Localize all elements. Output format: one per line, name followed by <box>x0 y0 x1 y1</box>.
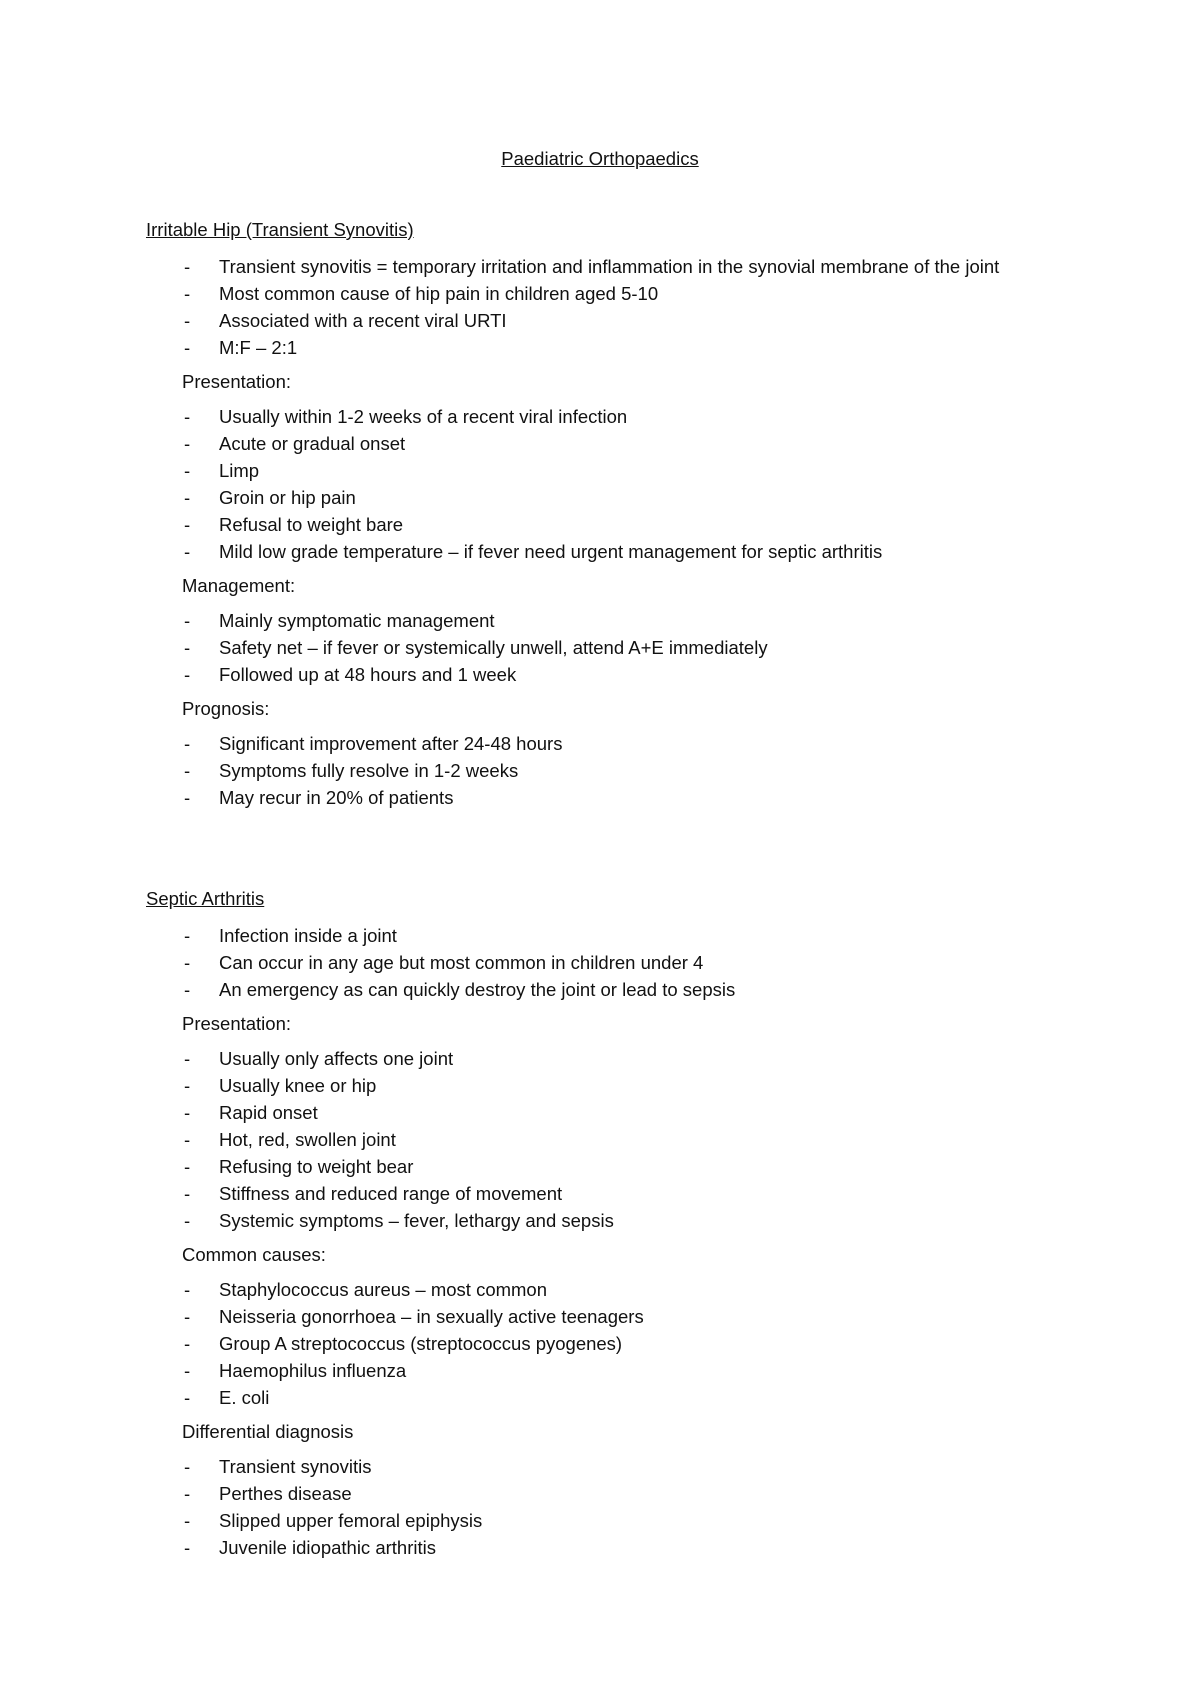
list-item: - Associated with a recent viral URTI <box>184 310 507 331</box>
list-item-text: Can occur in any age but most common in children under 4 <box>219 952 704 973</box>
list-item-text: Stiffness and reduced range of movement <box>219 1183 563 1204</box>
list-item-text: Infection inside a joint <box>219 925 397 946</box>
bullet-list <box>146 730 1066 811</box>
list-item: - Limp <box>184 460 260 481</box>
list-item: - Neisseria gonorrhoea – in sexually active teenagers <box>184 1306 644 1327</box>
section-septic-arthritis <box>146 887 1066 1561</box>
list-item: - Significant improvement after 24-48 hours <box>184 733 563 754</box>
section-heading: Septic Arthritis <box>146 888 265 909</box>
list-item-text: Refusing to weight bear <box>219 1156 414 1177</box>
list-item-text: Slipped upper femoral epiphysis <box>219 1510 483 1531</box>
list-item-text: An emergency as can quickly destroy the joint or lead to sepsis <box>219 979 736 1000</box>
list-item-text: Acute or gradual onset <box>219 433 406 454</box>
list-item-text: Transient synovitis = temporary irritation and inflammation in the synovial membrane of the joint <box>219 256 1000 277</box>
list-item-text: Groin or hip pain <box>219 487 356 508</box>
list-item-text: E. coli <box>219 1387 270 1408</box>
list-item-text: Staphylococcus aureus – most common <box>219 1279 548 1300</box>
bullet-list <box>146 607 1066 688</box>
list-item: - Refusal to weight bare <box>184 514 404 535</box>
list-item: - Refusing to weight bear <box>184 1156 414 1177</box>
list-item: - Juvenile idiopathic arthritis <box>184 1537 436 1558</box>
list-item: - Symptoms fully resolve in 1-2 weeks <box>184 760 519 781</box>
list-item-text: Systemic symptoms – fever, lethargy and sepsis <box>219 1210 614 1231</box>
bullet-list <box>146 253 1066 361</box>
list-item: - Perthes disease <box>184 1483 352 1504</box>
list-item-text: Mainly symptomatic management <box>219 610 495 631</box>
list-item: - Hot, red, swollen joint <box>184 1129 396 1150</box>
list-item: - Usually knee or hip <box>184 1075 377 1096</box>
subheading-presentation: Presentation: <box>182 371 292 392</box>
bullet-list <box>146 922 1066 1003</box>
list-item-text: Significant improvement after 24-48 hours <box>219 733 563 754</box>
list-item-text: Juvenile idiopathic arthritis <box>219 1537 436 1558</box>
list-item: - Usually within 1-2 weeks of a recent viral infection <box>184 406 628 427</box>
list-item-text: Safety net – if fever or systemically unwell, attend A+E immediately <box>219 637 768 658</box>
list-item: - Acute or gradual onset <box>184 433 406 454</box>
list-item: - Mild low grade temperature – if fever need urgent management for septic arthritis <box>184 541 883 562</box>
list-item: - Group A streptococcus (streptococcus pyogenes) <box>184 1333 623 1354</box>
list-item: - Stiffness and reduced range of movement <box>184 1183 563 1204</box>
subheading-differential-diagnosis: Differential diagnosis <box>182 1421 354 1442</box>
list-item: - An emergency as can quickly destroy the joint or lead to sepsis <box>184 979 736 1000</box>
page-title: Paediatric Orthopaedics <box>501 148 699 169</box>
list-item-text: Refusal to weight bare <box>219 514 404 535</box>
list-item-text: Usually knee or hip <box>219 1075 377 1096</box>
list-item-text: Mild low grade temperature – if fever need urgent management for septic arthritis <box>219 541 883 562</box>
list-item-text: Perthes disease <box>219 1483 352 1504</box>
list-item-text: M:F – 2:1 <box>219 337 298 358</box>
list-item-text: Usually only affects one joint <box>219 1048 454 1069</box>
list-item-text: Limp <box>219 460 260 481</box>
list-item: - Followed up at 48 hours and 1 week <box>184 664 517 685</box>
subheading-presentation: Presentation: <box>182 1013 292 1034</box>
list-item-text: Associated with a recent viral URTI <box>219 310 507 331</box>
list-item-text: Group A streptococcus (streptococcus pyogenes) <box>219 1333 623 1354</box>
list-item: - Most common cause of hip pain in children aged 5-10 <box>184 283 659 304</box>
bullet-list <box>146 403 1066 565</box>
list-item: - Rapid onset <box>184 1102 318 1123</box>
list-item: - Infection inside a joint <box>184 925 397 946</box>
list-item: - Safety net – if fever or systemically unwell, attend A+E immediately <box>184 637 768 658</box>
list-item: - Groin or hip pain <box>184 487 356 508</box>
subheading-prognosis: Prognosis: <box>182 698 270 719</box>
list-item-text: Usually within 1-2 weeks of a recent viral infection <box>219 406 628 427</box>
section-heading: Irritable Hip (Transient Synovitis) <box>146 219 414 240</box>
list-item: - E. coli <box>184 1387 270 1408</box>
list-item: - Slipped upper femoral epiphysis <box>184 1510 483 1531</box>
bullet-list <box>146 1276 1066 1411</box>
list-item-text: Hot, red, swollen joint <box>219 1129 396 1150</box>
list-item-text: May recur in 20% of patients <box>219 787 454 808</box>
list-item-text: Neisseria gonorrhoea – in sexually active teenagers <box>219 1306 644 1327</box>
list-item: - May recur in 20% of patients <box>184 787 454 808</box>
list-item: - Usually only affects one joint <box>184 1048 454 1069</box>
subheading-management: Management: <box>182 575 296 596</box>
list-item: - Transient synovitis = temporary irritation and inflammation in the synovial membrane of the joint <box>184 256 1000 277</box>
bullet-list <box>146 1045 1066 1234</box>
subheading-common-causes: Common causes: <box>182 1244 326 1265</box>
list-item: - Transient synovitis <box>184 1456 372 1477</box>
list-item-text: Transient synovitis <box>219 1456 372 1477</box>
bullet-list <box>146 1453 1066 1561</box>
list-item: - Can occur in any age but most common in children under 4 <box>184 952 704 973</box>
list-item-text: Rapid onset <box>219 1102 318 1123</box>
list-item: - M:F – 2:1 <box>184 337 298 358</box>
list-item-text: Haemophilus influenza <box>219 1360 407 1381</box>
list-item: - Staphylococcus aureus – most common <box>184 1279 548 1300</box>
list-item: - Mainly symptomatic management <box>184 610 495 631</box>
list-item-text: Most common cause of hip pain in children aged 5-10 <box>219 283 659 304</box>
list-item-text: Followed up at 48 hours and 1 week <box>219 664 517 685</box>
list-item: - Systemic symptoms – fever, lethargy and sepsis <box>184 1210 614 1231</box>
list-item-text: Symptoms fully resolve in 1-2 weeks <box>219 760 519 781</box>
list-item: - Haemophilus influenza <box>184 1360 407 1381</box>
section-irritable-hip <box>146 218 1066 811</box>
